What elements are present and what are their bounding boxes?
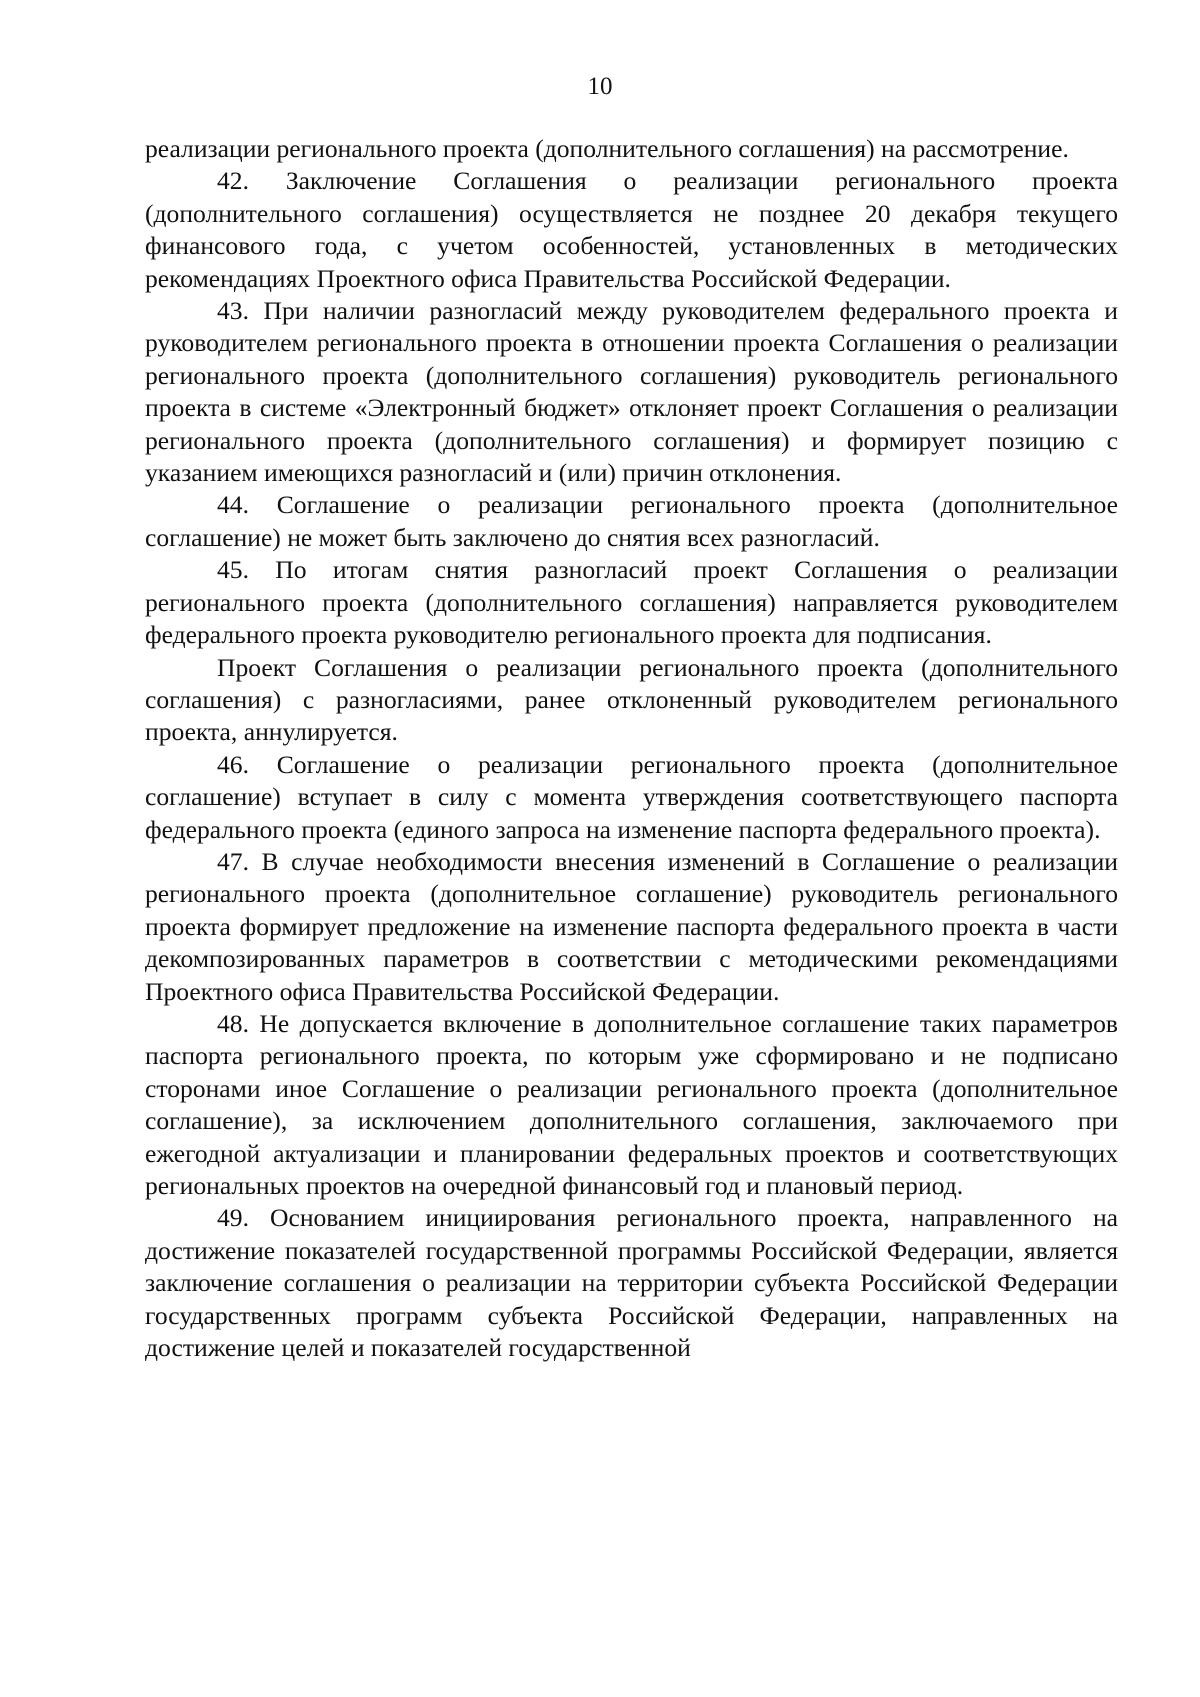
- paragraph-45: 45. По итогам снятия разногласий проект Соглашения о реализации регионального проекта (дополнительного соглашения) направляется руководителем федерального проекта руководителю регионального проекта для подписания.: [145, 555, 1118, 650]
- page-number: 10: [587, 73, 613, 100]
- paragraph-44: 44. Соглашение о реализации регионального проекта (дополнительное соглашение) не может быть заключено до снятия всех разногласий.: [145, 490, 1118, 552]
- paragraph-continuation: реализации регионального проекта (дополнительного соглашения) на рассмотрение.: [145, 134, 1069, 163]
- document-body: [145, 133, 1118, 1364]
- paragraph-47: 47. В случае необходимости внесения изменений в Соглашение о реализации регионального проекта (дополнительное соглашение) руководитель регионального проекта формирует предложение на изменение паспорта федерального проекта в части декомпозированных параметров в соответствии с методическими рекомендациями Проектного офиса Правительства Российской Федерации.: [145, 846, 1118, 1006]
- paragraph-46: 46. Соглашение о реализации регионального проекта (дополнительное соглашение) вступает в силу с момента утверждения соответствующего паспорта федерального проекта (единого запроса на изменение паспорта федерального проекта).: [145, 749, 1118, 844]
- paragraph-42: 42. Заключение Соглашения о реализации регионального проекта (дополнительного соглашения) осуществляется не позднее 20 декабря текущего финансового года, с учетом особенностей, установленных в методических рекомендациях Проектного офиса Правительства Российской Федерации.: [145, 166, 1118, 293]
- paragraph-43: 43. При наличии разногласий между руководителем федерального проекта и руководителем регионального проекта в отношении проекта Соглашения о реализации регионального проекта (дополнительного соглашения) руководитель регионального проекта в системе «Электронный бюджет» отклоняет проект Соглашения о реализации регионального проекта (дополнительного соглашения) и формирует позицию с указанием имеющихся разногласий и (или) причин отклонения.: [145, 296, 1118, 488]
- paragraph-45-note: Проект Соглашения о реализации регионального проекта (дополнительного соглашения) с разногласиями, ранее отклоненный руководителем регионального проекта, аннулируется.: [145, 652, 1118, 747]
- paragraph-48: 48. Не допускается включение в дополнительное соглашение таких параметров паспорта регионального проекта, по которым уже сформировано и не подписано сторонами иное Соглашение о реализации регионального проекта (дополнительное соглашение), за исключением дополнительного соглашения, заключаемого при ежегодной актуализации и планировании федеральных проектов и соответствующих региональных проектов на очередной финансовый год и плановый период.: [145, 1008, 1118, 1200]
- paragraph-49: 49. Основанием инициирования регионального проекта, направленного на достижение показателей государственной программы Российской Федерации, является заключение соглашения о реализации на территории субъекта Российской Федерации государственных программ субъекта Российской Федерации, направленных на достижение целей и показателей государственной: [145, 1203, 1118, 1363]
